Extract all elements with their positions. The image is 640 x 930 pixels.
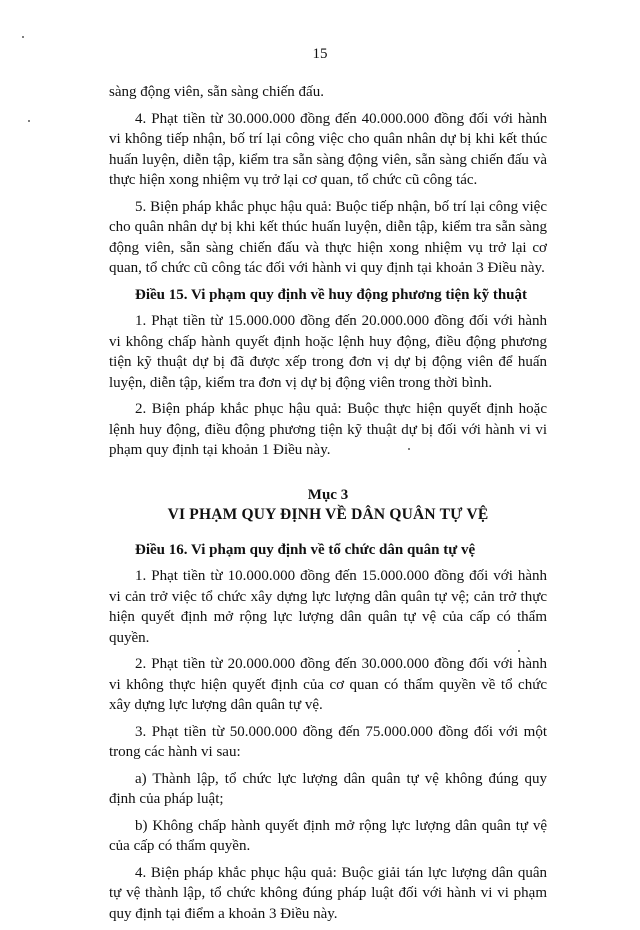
paragraph-point-b: b) Không chấp hành quyết định mở rộng lực lượng dân quân tự vệ của cấp có thẩm quyền. bbox=[109, 817, 547, 854]
paragraph-continuation: sàng động viên, sẵn sàng chiến đấu. bbox=[109, 84, 324, 100]
paragraph-article-16-clause-3: 3. Phạt tiền từ 50.000.000 đồng đến 75.000.000 đồng đối với một trong các hành vi sau: bbox=[109, 723, 547, 760]
paragraph-article-16-clause-4: 4. Biện pháp khắc phục hậu quả: Buộc giải tán lực lượng dân quân tự vệ thành lập, tổ chức không đúng pháp luật đối với hành vi vi phạm quy định tại điểm a khoản 3 Điều này. bbox=[109, 864, 547, 922]
section-label: Mục 3 bbox=[307, 486, 349, 503]
scan-speck bbox=[22, 36, 24, 38]
paragraph-article-15-clause-1: 1. Phạt tiền từ 15.000.000 đồng đến 20.000.000 đồng đối với hành vi không chấp hành quyết định hoặc lệnh huy động, điều động phương tiện kỹ thuật dự bị đã được xếp trong đơn vị dự bị động viên để huấn luyện, diễn tập, kiểm tra đơn vị dự bị động viên trong thời bình. bbox=[109, 313, 547, 391]
scan-speck bbox=[408, 448, 410, 450]
document-body bbox=[109, 82, 547, 930]
page-number: 15 bbox=[312, 46, 328, 62]
scan-speck bbox=[518, 650, 520, 652]
section-header bbox=[109, 485, 547, 526]
scan-speck bbox=[28, 120, 30, 122]
paragraph-article-15-clause-2: 2. Biện pháp khắc phục hậu quả: Buộc thực hiện quyết định hoặc lệnh huy động, điều động phương tiện kỹ thuật dự bị đối với hành vi vi phạm quy định tại khoản 1 Điều này. bbox=[109, 401, 547, 458]
section-title: VI PHẠM QUY ĐỊNH VỀ DÂN QUÂN TỰ VỆ bbox=[167, 506, 489, 523]
article-16-heading: Điều 16. Vi phạm quy định về tổ chức dân quân tự vệ bbox=[135, 541, 476, 558]
article-15-heading: Điều 15. Vi phạm quy định về huy động phương tiện kỹ thuật bbox=[135, 286, 528, 303]
paragraph-clause-5: 5. Biện pháp khắc phục hậu quả: Buộc tiếp nhận, bố trí lại công việc cho quân nhân dự bị khi kết thúc huấn luyện, diễn tập, kiểm tra sẵn sàng động viên, sẵn sàng chiến đấu và thực hiện xong nhiệm vụ trở lại cơ quan, tổ chức cũ công tác đối với hành vi quy định tại khoản 3 Điều này. bbox=[109, 198, 547, 276]
paragraph-point-a: a) Thành lập, tổ chức lực lượng dân quân tự vệ không đúng quy định của pháp luật; bbox=[109, 770, 547, 807]
paragraph-article-16-clause-1: 1. Phạt tiền từ 10.000.000 đồng đến 15.000.000 đồng đối với hành vi cản trở việc tổ chức xây dựng lực lượng dân quân tự vệ; cản trở thực hiện quyết định mở rộng lực lượng dân quân tự vệ của cấp có thẩm quyền. bbox=[109, 568, 547, 646]
paragraph-clause-4: 4. Phạt tiền từ 30.000.000 đồng đến 40.000.000 đồng đối với hành vi không tiếp nhận, bố trí lại công việc cho quân nhân dự bị khi kết thúc huấn luyện, diễn tập, kiểm tra sẵn sàng động viên, sẵn sàng chiến đấu và thực hiện xong nhiệm vụ trở lại cơ quan, tổ chức cũ công tác. bbox=[109, 110, 547, 188]
paragraph-article-16-clause-2: 2. Phạt tiền từ 20.000.000 đồng đến 30.000.000 đồng đối với hành vi không thực hiện quyết định của cơ quan có thẩm quyền về tổ chức xây dựng lực lượng dân quân tự vệ. bbox=[109, 656, 547, 713]
